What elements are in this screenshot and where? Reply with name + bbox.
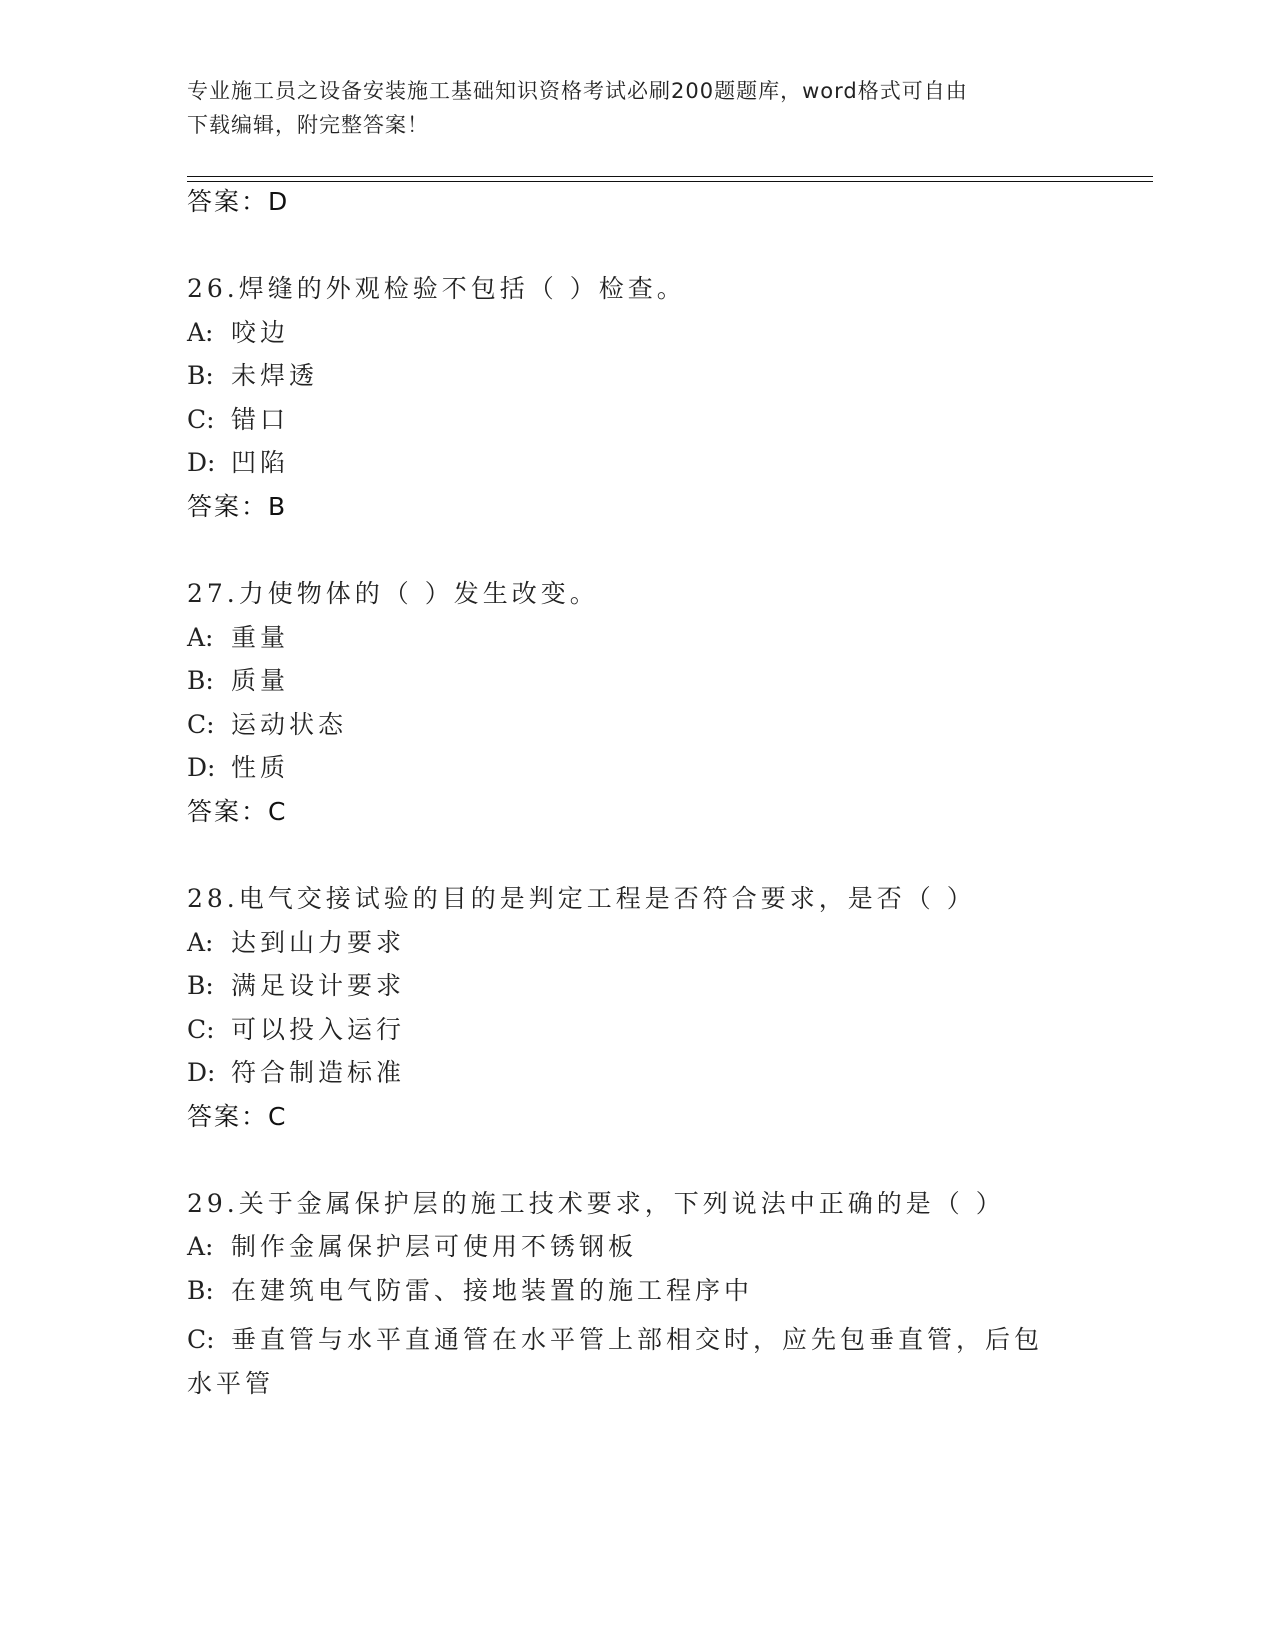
- q26-option-c: [187, 403, 289, 437]
- q26-option-a: [187, 316, 289, 350]
- previous-answer: 答案：D: [187, 187, 290, 216]
- option-label: D:: [187, 1058, 216, 1087]
- option-label: B:: [187, 1276, 214, 1305]
- option-text: 运动状态: [231, 710, 348, 739]
- q29-option-b: [187, 1274, 753, 1308]
- option-label: C:: [187, 710, 215, 739]
- option-text: 可以投入运行: [231, 1015, 406, 1044]
- q27-option-c: [187, 708, 347, 742]
- option-text: 性质: [231, 753, 290, 782]
- option-label: C:: [187, 1015, 215, 1044]
- option-label: A:: [187, 623, 214, 652]
- option-text: 未焊透: [231, 361, 319, 390]
- q29-option-c: [187, 1318, 1067, 1406]
- header-line-1: 专业施工员之设备安装施工基础知识资格考试必刷200题题库，word格式可自由: [187, 79, 968, 103]
- question-26: 26.焊缝的外观检验不包括（ ）检查。: [187, 274, 686, 303]
- option-text: 符合制造标准: [231, 1058, 406, 1087]
- option-label: D:: [187, 448, 216, 477]
- option-text: 在建筑电气防雷、接地装置的施工程序中: [231, 1276, 754, 1305]
- option-text: 重量: [231, 623, 290, 652]
- option-label: B:: [187, 666, 214, 695]
- option-text: 垂直管与水平直通管在水平管上部相交时，应先包垂直管，后包水平管: [187, 1325, 1044, 1398]
- option-label: A:: [187, 1232, 214, 1261]
- option-label: B:: [187, 361, 214, 390]
- q26-option-b: [187, 359, 318, 393]
- q28-answer: 答案：C: [187, 1102, 288, 1131]
- option-label: A:: [187, 928, 214, 957]
- q28-option-b: [187, 969, 405, 1003]
- option-label: B:: [187, 971, 214, 1000]
- option-text: 凹陷: [231, 448, 290, 477]
- q28-option-d: [187, 1056, 405, 1090]
- option-label: A:: [187, 318, 214, 347]
- header-divider-top: [187, 176, 1153, 177]
- q28-option-c: [187, 1013, 405, 1047]
- question-27: 27.力使物体的（ ）发生改变。: [187, 579, 599, 608]
- option-label: C:: [187, 1325, 215, 1354]
- option-label: C:: [187, 405, 215, 434]
- q27-option-a: [187, 621, 289, 655]
- option-text: 满足设计要求: [231, 971, 406, 1000]
- option-text: 错口: [231, 405, 290, 434]
- q27-option-b: [187, 664, 289, 698]
- q26-option-d: [187, 446, 289, 480]
- q29-option-a: [187, 1230, 637, 1264]
- q28-option-a: [187, 926, 405, 960]
- option-text: 达到山力要求: [231, 928, 406, 957]
- question-29: 29.关于金属保护层的施工技术要求，下列说法中正确的是（ ）: [187, 1189, 1005, 1218]
- option-label: D:: [187, 753, 216, 782]
- q27-option-d: [187, 751, 289, 785]
- q27-answer: 答案：C: [187, 797, 288, 826]
- option-text: 质量: [231, 666, 290, 695]
- q26-answer: 答案：B: [187, 492, 288, 521]
- document-header: [187, 74, 1067, 142]
- header-line-2: 下载编辑，附完整答案！: [187, 113, 429, 137]
- option-text: 咬边: [231, 318, 290, 347]
- option-text: 制作金属保护层可使用不锈钢板: [231, 1232, 638, 1261]
- question-28: 28.电气交接试验的目的是判定工程是否符合要求，是否（ ）: [187, 884, 976, 913]
- header-divider-bottom: [187, 181, 1153, 182]
